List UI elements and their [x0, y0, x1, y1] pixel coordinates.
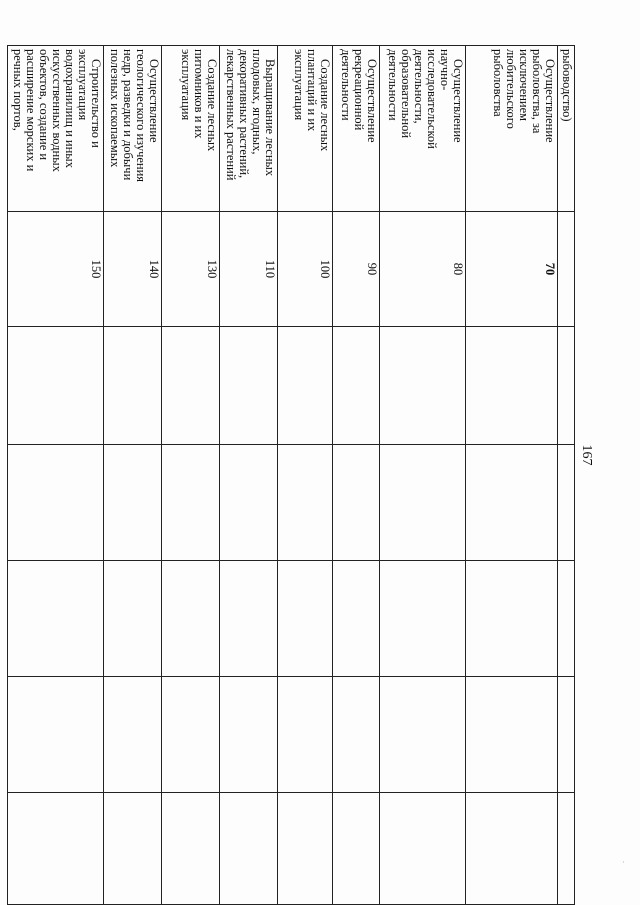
empty-cell [380, 445, 466, 561]
empty-cell [104, 793, 162, 905]
empty-cell [333, 445, 380, 561]
empty-cell [162, 445, 220, 561]
activity-line: водохранилищ и иных [63, 49, 77, 168]
empty-cell [466, 793, 558, 905]
activity-cell [333, 46, 380, 212]
empty-cell [558, 677, 575, 793]
code-cell: 70 [466, 211, 558, 327]
empty-cell [466, 561, 558, 677]
activity-line: Строительство и [89, 59, 103, 148]
empty-cell [220, 677, 278, 793]
table-row [162, 46, 220, 905]
activity-line: питомников и их [192, 49, 206, 139]
empty-cell [104, 677, 162, 793]
activity-line: деятельности [386, 49, 400, 121]
table-row [466, 46, 558, 905]
activity-line: научно- [438, 49, 452, 91]
empty-cell [104, 327, 162, 445]
empty-cell [278, 561, 333, 677]
activity-line: Осуществление [147, 59, 161, 143]
empty-cell [278, 327, 333, 445]
code-cell: 150 [8, 211, 104, 327]
activity-line: плантаций и их [305, 49, 319, 132]
empty-cell [333, 327, 380, 445]
table-row [380, 46, 466, 905]
empty-cell [380, 561, 466, 677]
activity-line: Выращивание лесных [263, 59, 277, 177]
activity-line: деятельности, [412, 49, 426, 124]
empty-cell [8, 327, 104, 445]
code-cell: 80 [380, 211, 466, 327]
code-cell: 130 [162, 211, 220, 327]
activity-line: Создание лесных [205, 59, 219, 152]
empty-cell [104, 445, 162, 561]
empty-cell [8, 793, 104, 905]
activity-line: недр, разведки и добычи [121, 49, 135, 181]
empty-cell [558, 445, 575, 561]
activity-cell [8, 46, 104, 212]
activity-cell [220, 46, 278, 212]
activity-line: искусственных водных [50, 49, 64, 172]
activity-line: рыбоводство) [560, 49, 574, 122]
empty-cell [8, 561, 104, 677]
empty-cell [466, 445, 558, 561]
activity-cell [104, 46, 162, 212]
activity-cell [466, 46, 558, 212]
activity-line: эксплуатация [76, 49, 90, 121]
table-row [104, 46, 162, 905]
empty-cell [380, 677, 466, 793]
activity-line: декоративных растений, [237, 49, 251, 179]
empty-cell [162, 561, 220, 677]
empty-cell [220, 561, 278, 677]
empty-cell [8, 677, 104, 793]
activity-line: Осуществление [365, 59, 379, 143]
empty-cell [104, 561, 162, 677]
activity-line: рыболовства [491, 49, 505, 117]
activity-line: Осуществление [451, 59, 465, 143]
page-number: 167 [579, 444, 594, 466]
code-cell: 110 [220, 211, 278, 327]
activity-line: Осуществление [543, 59, 557, 143]
activity-line: любительского [504, 49, 518, 129]
activity-line: исследовательской [425, 49, 439, 149]
activity-line: геологического изучения [134, 49, 148, 183]
activity-line: Создание лесных [318, 59, 332, 152]
activity-line: исключением [517, 49, 531, 122]
code-cell: 140 [104, 211, 162, 327]
activity-line: объектов, создание и [37, 49, 51, 161]
empty-cell [162, 793, 220, 905]
activity-line: эксплуатация [292, 49, 306, 121]
code-cell: 90 [333, 211, 380, 327]
activity-line: рыболовства, за [530, 49, 544, 134]
empty-cell [278, 793, 333, 905]
empty-cell [278, 677, 333, 793]
empty-cell [466, 677, 558, 793]
empty-cell [558, 561, 575, 677]
activity-line: полезных ископаемых [108, 49, 122, 168]
activity-cell [558, 46, 575, 212]
table-row [8, 46, 104, 905]
activity-line: плодовых, ягодных, [250, 49, 264, 155]
table-row [558, 46, 575, 905]
empty-cell [466, 327, 558, 445]
activity-line: рекреационной [352, 49, 366, 131]
empty-cell [220, 793, 278, 905]
activity-line: речных портов, [11, 49, 25, 131]
empty-cell [162, 327, 220, 445]
activity-line: лекарственных растений [224, 49, 238, 181]
activity-cell [162, 46, 220, 212]
empty-cell [380, 327, 466, 445]
empty-cell [220, 327, 278, 445]
empty-cell [333, 677, 380, 793]
empty-cell [8, 445, 104, 561]
activity-line: образовательной [399, 49, 413, 139]
empty-cell [162, 677, 220, 793]
scan-mark: · [622, 858, 625, 867]
activity-line: расширение морских и [24, 49, 38, 172]
empty-cell [333, 793, 380, 905]
table-row [220, 46, 278, 905]
code-cell: 100 [278, 211, 333, 327]
activity-cell [278, 46, 333, 212]
activity-table [7, 45, 575, 905]
table-row [278, 46, 333, 905]
empty-cell [333, 561, 380, 677]
empty-cell [220, 445, 278, 561]
activity-line: эксплуатация [179, 49, 193, 121]
empty-cell [558, 327, 575, 445]
table-row [333, 46, 380, 905]
empty-cell [278, 445, 333, 561]
rotated-table-wrapper [11, 45, 575, 905]
activity-line: деятельности [339, 49, 353, 121]
code-cell [558, 211, 575, 327]
empty-cell [380, 793, 466, 905]
activity-cell [380, 46, 466, 212]
empty-cell [558, 793, 575, 905]
